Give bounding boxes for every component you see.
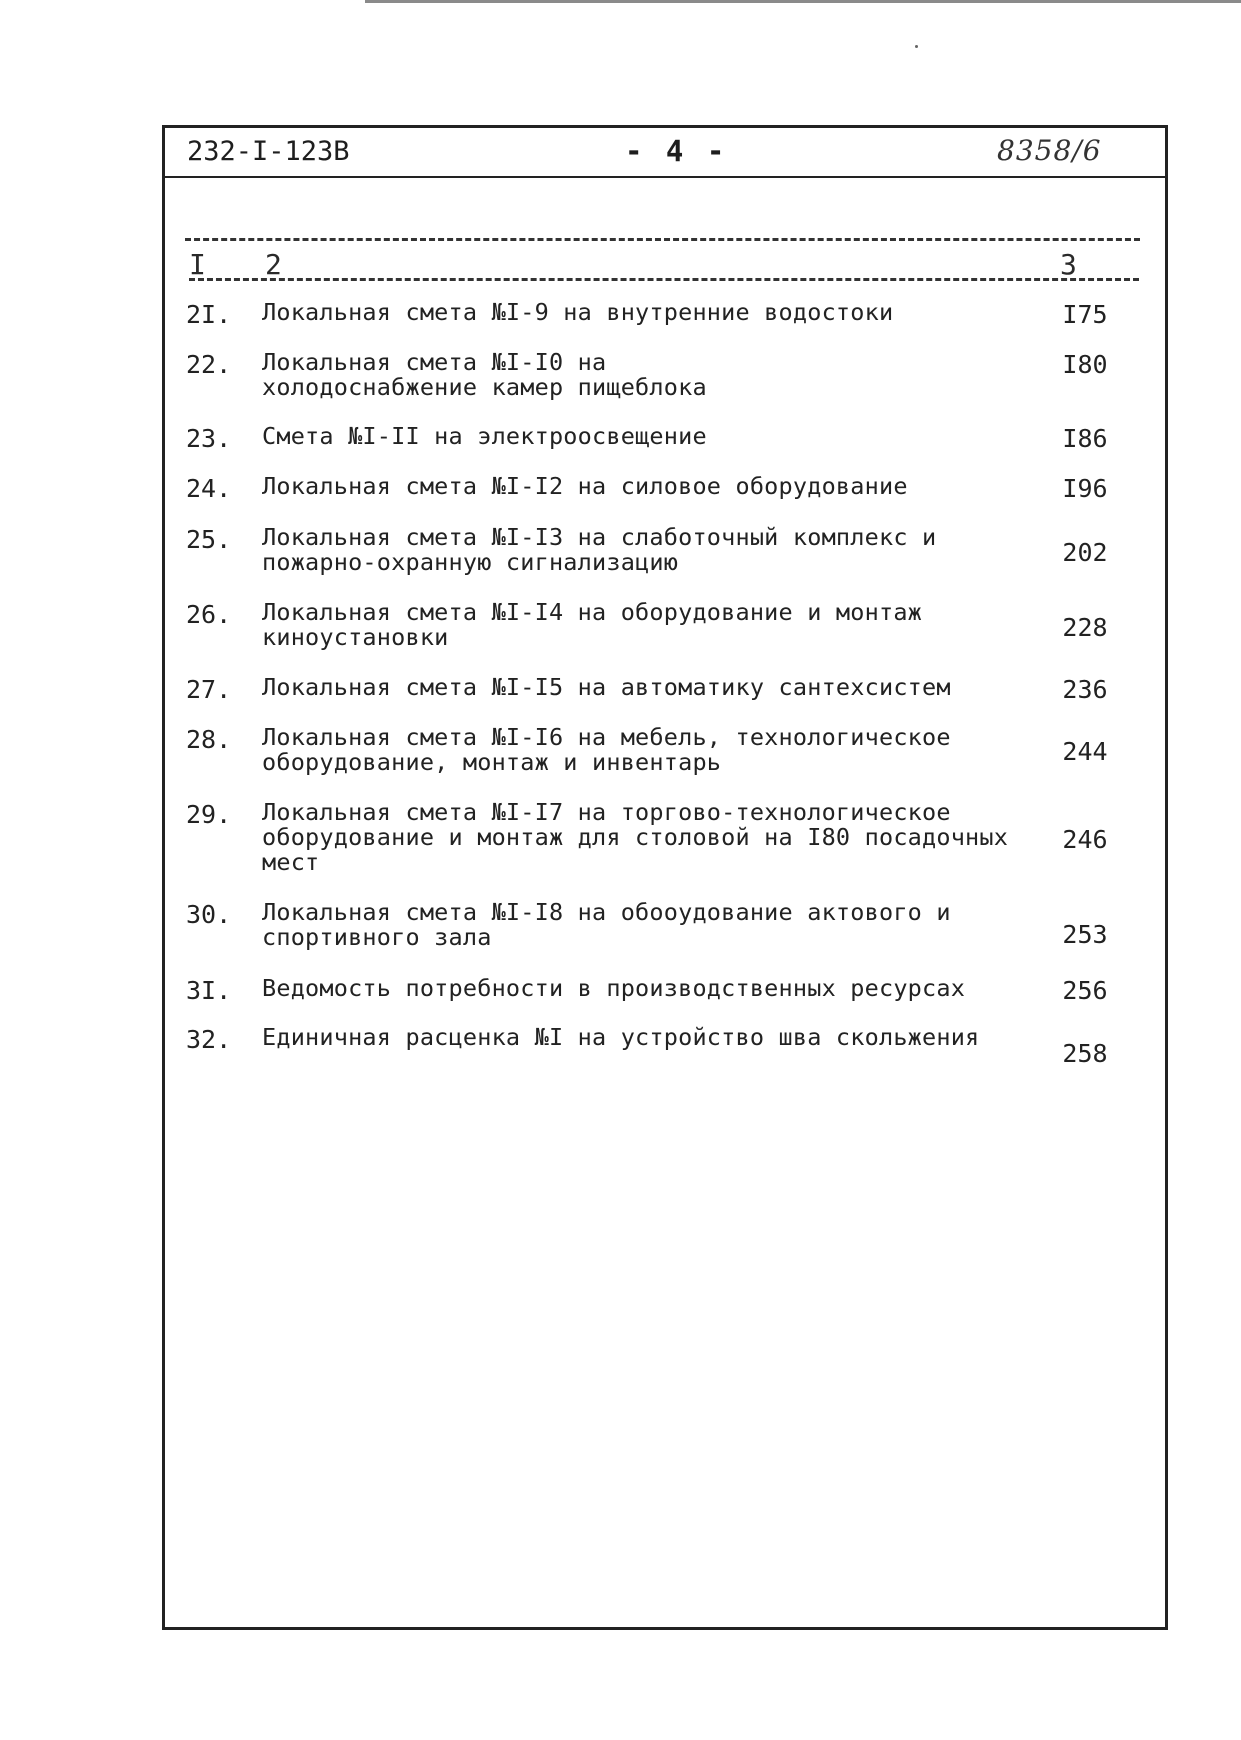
- entry-page: 228: [1062, 613, 1108, 642]
- page-frame: [162, 125, 1168, 1630]
- handwritten-stamp: 8358/6: [997, 134, 1102, 167]
- entry-page: I86: [1062, 424, 1108, 453]
- entry-number: 30.: [186, 900, 232, 929]
- entry-title: Локальная смета №I-I8 на обооудование актового и спортивного зала: [262, 900, 966, 950]
- column-3-header: 3: [1060, 248, 1077, 281]
- entry-page: 202: [1062, 538, 1108, 567]
- entry-number: 25.: [186, 525, 232, 554]
- entry-number: 24.: [186, 474, 232, 503]
- entry-title: Единичная расценка №I на устройство шва скольжения: [262, 1025, 980, 1050]
- column-2-header: 2: [265, 248, 282, 281]
- table-top-dashed-rule: [185, 238, 1140, 241]
- entry-page: 258: [1062, 1039, 1108, 1068]
- entry-title: Локальная смета №I-I6 на мебель, технологическое оборудование, монтаж и инвентарь: [262, 725, 966, 775]
- entry-page: 256: [1062, 976, 1108, 1005]
- column-1-header: I: [189, 248, 206, 281]
- entry-number: 26.: [186, 600, 232, 629]
- entry-title: Смета №I-II на электроосвещение: [262, 424, 707, 449]
- entry-number: 32.: [186, 1025, 232, 1054]
- entry-page: I80: [1062, 350, 1108, 379]
- entry-title: Локальная смета №I-I2 на силовое оборудование: [262, 474, 908, 499]
- entry-number: 3I.: [186, 976, 232, 1005]
- entry-page: 244: [1062, 737, 1108, 766]
- entry-title: Локальная смета №I-I3 на слаботочный комплекс и пожарно-охранную сигнализацию: [262, 525, 951, 575]
- entry-title: Локальная смета №I-I7 на торгово-технологическое оборудование и монтаж для столовой на I80 посадочных мест: [262, 800, 1022, 875]
- entry-number: 28.: [186, 725, 232, 754]
- entry-title: Локальная смета №I-I5 на автоматику сантехсистем: [262, 675, 951, 700]
- document-code: 232-I-123В: [187, 136, 350, 167]
- entry-number: 27.: [186, 675, 232, 704]
- top-edge-rule: [365, 0, 1241, 3]
- entry-number: 22.: [186, 350, 232, 379]
- entry-title: Локальная смета №I-I0 на холодоснабжение камер пищеблока: [262, 350, 707, 400]
- entry-page: I75: [1062, 300, 1108, 329]
- entry-page: 246: [1062, 825, 1108, 854]
- entry-page: 236: [1062, 675, 1108, 704]
- column-header-row: [165, 248, 1165, 288]
- entry-title: Локальная смета №I-I4 на оборудование и монтаж киноустановки: [262, 600, 937, 650]
- scan-speck: [915, 45, 918, 48]
- entry-title: Локальная смета №I-9 на внутренние водостоки: [262, 300, 894, 325]
- entry-number: 2I.: [186, 300, 232, 329]
- header-divider: [165, 176, 1165, 178]
- entry-number: 29.: [186, 800, 232, 829]
- column-header-dashed-rule: [189, 278, 1139, 281]
- entry-number: 23.: [186, 424, 232, 453]
- entry-title: Ведомость потребности в производственных ресурсах: [262, 976, 966, 1001]
- page-number: - 4 -: [625, 134, 728, 168]
- entry-page: 253: [1062, 920, 1108, 949]
- entry-page: I96: [1062, 474, 1108, 503]
